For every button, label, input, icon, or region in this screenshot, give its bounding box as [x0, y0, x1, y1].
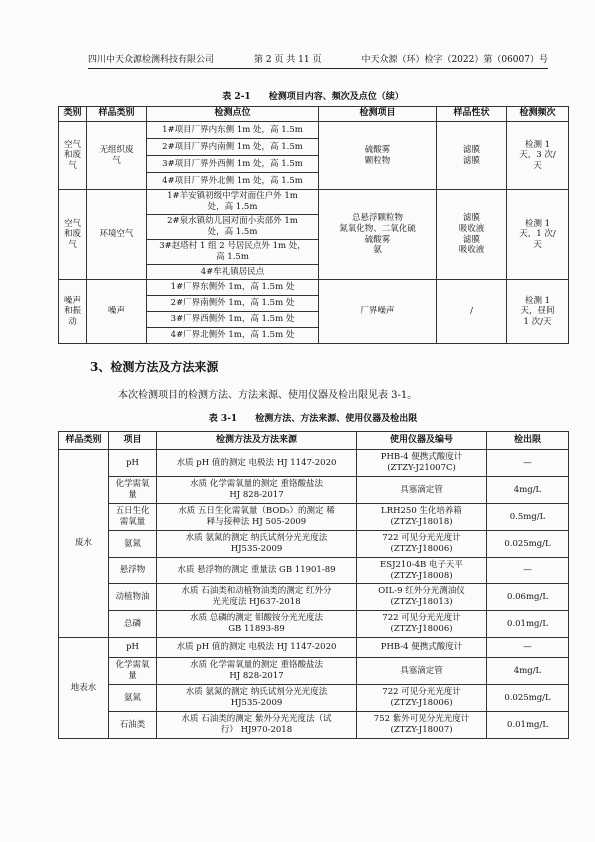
table-row [59, 658, 569, 685]
method-cell: 水质 氨氮的测定 纳氏试剂分光光度法 HJ535-2009 [157, 685, 357, 712]
item-cell: 悬浮物 [109, 558, 157, 584]
page-header [88, 52, 548, 69]
item-cell: 动植物油 [109, 584, 157, 611]
table-2-1-caption: 表 2-1 检测项目内容、频次及点位（续） [222, 92, 404, 102]
table-row [59, 685, 569, 712]
col-header: 项目 [109, 432, 157, 450]
col-header: 检测方法及方法来源 [157, 432, 357, 450]
method-cell: 水质 石油类的测定 紫外分光光度法（试 行） HJ970-2018 [157, 712, 357, 739]
report-number: 中天众源（环）检字（2022）第（06007）号 [361, 55, 548, 65]
items-cell: 硫酸雾 颗粒物 [319, 122, 437, 190]
point-cell: 2#泉水镇幼儿园对面小卖部外 1m 处，高 1.5m [147, 215, 319, 240]
instrument-cell: PHB-4 便携式酸度计 (ZTZY-J21007C) [357, 450, 487, 477]
point-cell: 2#厂界南侧外 1m，高 1.5m 处 [147, 296, 319, 312]
table-3-1 [58, 431, 569, 739]
method-cell: 水质 总磷的测定 钼酸铵分光光度法 GB 11893-89 [157, 611, 357, 638]
point-cell: 4#项目厂界外北侧 1m 处，高 1.5m [147, 173, 319, 190]
instrument-cell: 722 可见分光光度计 (ZTZY-J18006) [357, 611, 487, 638]
sample-type-cell: 环境空气 [87, 190, 147, 280]
category-cell: 地表水 [59, 638, 109, 739]
point-cell: 4#厂界北侧外 1m，高 1.5m 处 [147, 328, 319, 344]
state-cell: 滤膜 滤膜 [437, 122, 507, 190]
instrument-cell: 具塞滴定管 [357, 477, 487, 504]
limit-cell: — [487, 638, 569, 658]
table-row [59, 638, 569, 658]
item-cell: pH [109, 450, 157, 477]
table-row [59, 584, 569, 611]
table-3-1-caption: 表 3-1 检测方法、方法来源、使用仪器及检出限 [208, 414, 418, 424]
point-cell: 4#牟礼镇居民点 [147, 265, 319, 280]
items-cell: 厂界噪声 [319, 280, 437, 344]
section-3-intro: 本次检测项目的检测方法、方法来源、使用仪器及检出限见表 3-1。 [118, 390, 418, 401]
method-cell: 水质 悬浮物的测定 重量法 GB 11901-89 [157, 558, 357, 584]
table-row [59, 450, 569, 477]
limit-cell: — [487, 450, 569, 477]
col-header: 检测频次 [507, 107, 569, 122]
method-cell: 水质 化学需氧量的测定 重铬酸盐法 HJ 828-2017 [157, 477, 357, 504]
state-cell: / [437, 280, 507, 344]
item-cell: 氨氮 [109, 685, 157, 712]
method-cell: 水质 石油类和动植物油类的测定 红外分 光光度法 HJ637-2018 [157, 584, 357, 611]
col-header: 类别 [59, 107, 87, 122]
state-cell: 滤膜 吸收液 滤膜 吸收液 [437, 190, 507, 280]
point-cell: 3#项目厂界外西侧 1m 处，高 1.5m [147, 156, 319, 173]
section-3-title: 3、检测方法及方法来源 [90, 360, 219, 374]
table-2-1 [58, 106, 569, 344]
limit-cell: — [487, 558, 569, 584]
col-header: 使用仪器及编号 [357, 432, 487, 450]
company-name: 四川中天众源检测科技有限公司 [88, 55, 215, 65]
instrument-cell: OIL-9 红外分光测油仪 (ZTZY-J18013) [357, 584, 487, 611]
table-row [59, 712, 569, 739]
col-header: 检出限 [487, 432, 569, 450]
col-header: 样品类别 [87, 107, 147, 122]
category-cell: 空气 和废 气 [59, 122, 87, 190]
table-row [59, 190, 569, 215]
limit-cell: 0.01mg/L [487, 611, 569, 638]
item-cell: 化学需氧 量 [109, 658, 157, 685]
items-cell: 总悬浮颗粒物 氮氧化物、二氧化硫 硫酸雾 氨 [319, 190, 437, 280]
table-row [59, 280, 569, 296]
instrument-cell: 722 可见分光光度计 (ZTZY-J18006) [357, 531, 487, 558]
method-cell: 水质 氨氮的测定 纳氏试剂分光光度法 HJ535-2009 [157, 531, 357, 558]
page-number: 第 2 页 共 11 页 [253, 55, 322, 65]
point-cell: 2#项目厂界内南侧 1m 处，高 1.5m [147, 139, 319, 156]
freq-cell: 检测 1 天，3 次/ 天 [507, 122, 569, 190]
item-cell: pH [109, 638, 157, 658]
limit-cell: 0.01mg/L [487, 712, 569, 739]
table-row [59, 611, 569, 638]
table-row [59, 504, 569, 531]
limit-cell: 0.06mg/L [487, 584, 569, 611]
limit-cell: 4mg/L [487, 477, 569, 504]
method-cell: 水质 化学需氧量的测定 重铬酸盐法 HJ 828-2017 [157, 658, 357, 685]
category-cell: 空气 和废 气 [59, 190, 87, 280]
col-header: 检测点位 [147, 107, 319, 122]
item-cell: 石油类 [109, 712, 157, 739]
instrument-cell: ESJ210-4B 电子天平 (ZTZY-J18008) [357, 558, 487, 584]
instrument-cell: 752 紫外可见分光光度计 (ZTZY-J18007) [357, 712, 487, 739]
table-row [59, 122, 569, 139]
instrument-cell: 具塞滴定管 [357, 658, 487, 685]
item-cell: 五日生化 需氧量 [109, 504, 157, 531]
method-cell: 水质 pH 值的测定 电极法 HJ 1147-2020 [157, 638, 357, 658]
col-header: 检测项目 [319, 107, 437, 122]
item-cell: 氨氮 [109, 531, 157, 558]
item-cell: 化学需氧 量 [109, 477, 157, 504]
table-row [59, 531, 569, 558]
limit-cell: 0.5mg/L [487, 504, 569, 531]
point-cell: 3#厂界西侧外 1m，高 1.5m 处 [147, 312, 319, 328]
instrument-cell: LRH250 生化培养箱 (ZTZY-J18018) [357, 504, 487, 531]
col-header: 样品类别 [59, 432, 109, 450]
instrument-cell: 722 可见分光光度计 (ZTZY-J18006) [357, 685, 487, 712]
limit-cell: 0.025mg/L [487, 685, 569, 712]
point-cell: 3#赵塔村 1 组 2 号居民点外 1m 处， 高 1.5m [147, 240, 319, 265]
instrument-cell: PHB-4 便携式酸度计 [357, 638, 487, 658]
category-cell: 噪声 和振 动 [59, 280, 87, 344]
sample-type-cell: 无组织废 气 [87, 122, 147, 190]
table-row [59, 558, 569, 584]
point-cell: 1#项目厂界内东侧 1m 处，高 1.5m [147, 122, 319, 139]
item-cell: 总磷 [109, 611, 157, 638]
freq-cell: 检测 1 天，昼间 1 次/天 [507, 280, 569, 344]
method-cell: 水质 五日生化需氧量（BOD₅）的测定 稀 释与接种法 HJ 505-2009 [157, 504, 357, 531]
point-cell: 1#羊安镇初级中学对面住户外 1m 处，高 1.5m [147, 190, 319, 215]
table-row [59, 477, 569, 504]
freq-cell: 检测 1 天，1 次/ 天 [507, 190, 569, 280]
sample-type-cell: 噪声 [87, 280, 147, 344]
col-header: 样品性状 [437, 107, 507, 122]
method-cell: 水质 pH 值的测定 电极法 HJ 1147-2020 [157, 450, 357, 477]
point-cell: 1#厂界东侧外 1m，高 1.5m 处 [147, 280, 319, 296]
limit-cell: 4mg/L [487, 658, 569, 685]
limit-cell: 0.025mg/L [487, 531, 569, 558]
category-cell: 废水 [59, 450, 109, 638]
